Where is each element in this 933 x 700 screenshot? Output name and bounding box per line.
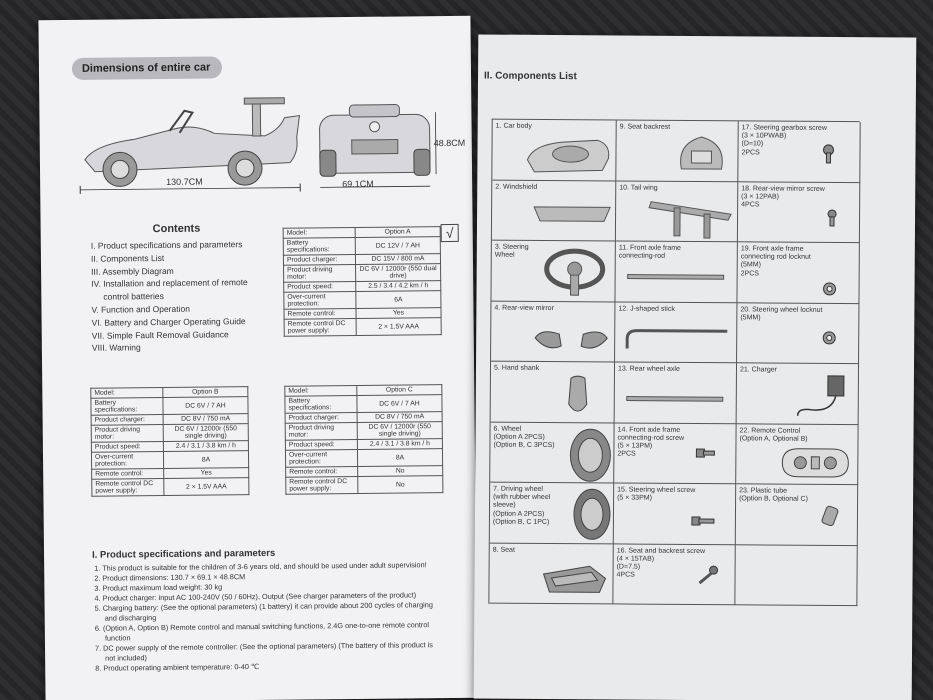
spec-value: Option B — [163, 387, 248, 398]
spec-row — [91, 397, 248, 416]
component-label: 17. Steering gearbox screw (3 × 10PWAB) (D=10) 2PCS — [741, 124, 827, 157]
component-label: 21. Charger — [739, 366, 777, 374]
windshield-icon — [532, 202, 612, 225]
spec-value: DC 8V / 750 mA — [163, 414, 248, 425]
component-remote-control — [736, 424, 858, 485]
height-label: 48.8CM — [433, 137, 466, 149]
spec-row — [285, 395, 442, 414]
spec-item: 4. Product charger: input AC 100-240V (50 / 60Hz), Output (See charger parameters of the product) — [94, 590, 417, 603]
spec-row — [286, 476, 443, 495]
spec-value: DC 6V / 12000r (550 dual drive) — [356, 264, 441, 282]
spec-key: Remote control: — [284, 308, 356, 319]
component-label: 20. Steering wheel locknut (5MM) — [740, 305, 823, 322]
spec-key: Remote control: — [286, 466, 358, 477]
spec-value: DC 6V / 12000r (550 single driving) — [357, 422, 442, 440]
specs-list — [94, 560, 475, 674]
width-label: 69.1CM — [342, 178, 374, 190]
seat-icon — [539, 557, 609, 597]
spec-value: No — [358, 466, 443, 477]
spec-row — [283, 237, 440, 256]
spec-key: Remote control: — [92, 468, 164, 479]
spec-value: DC 8V / 750 mA — [357, 412, 442, 423]
option-a-checkmark: √ — [441, 224, 459, 242]
component-front-axle-screw — [614, 423, 736, 484]
spec-item: 7. DC power supply of the remote controller: (See the optional parameters) (The battery of this product is — [94, 640, 433, 653]
spec-item: 5. Charging battery: (See the optional parameters) (1 battery) it can provide about 200 cycles of charging — [94, 600, 433, 613]
spec-key: Product driving motor: — [284, 264, 356, 282]
car-front-view-illustration — [309, 94, 440, 195]
car-body-icon — [522, 130, 612, 179]
spec-value: 6A — [356, 291, 441, 309]
spec-key: Product speed: — [284, 281, 356, 292]
component-label: 16. Seat and backrest screw (4 × 15TAB) (D=7.5) 4PCS — [616, 546, 706, 579]
spec-key: Product speed: — [91, 441, 163, 452]
spec-value: DC 15V / 800 mA — [355, 254, 440, 265]
spec-value: DC 6V / 12000r (550 single driving) — [163, 424, 248, 442]
spec-key: Model: — [285, 385, 357, 396]
spec-row — [91, 424, 248, 443]
spec-row — [284, 291, 441, 310]
spec-value: Option A — [355, 227, 440, 238]
component-hand-shank — [491, 362, 615, 423]
length-label: 130.7CM — [166, 176, 203, 187]
component-label: 14. Front axle frame connecting-rod screw (5 × 13PM) 2PCS — [617, 425, 685, 458]
spec-key: Product charger: — [283, 254, 355, 265]
contents-item: V. Function and Operation — [91, 303, 190, 315]
component-driving-wheel — [490, 483, 614, 544]
spec-key: Model: — [283, 227, 355, 238]
seat-backrest-icon — [671, 129, 731, 179]
tube-icon — [820, 505, 840, 527]
spec-key: Model: — [91, 387, 163, 398]
left-page — [38, 16, 477, 700]
spec-value: Option C — [357, 385, 442, 396]
components-grid — [488, 119, 859, 607]
screw-icon — [690, 514, 716, 528]
axle-icon — [625, 395, 725, 404]
spec-value: DC 6V / 7 AH — [163, 397, 248, 415]
component-rear-wheel-axle — [615, 362, 737, 423]
spec-row — [285, 449, 442, 468]
charger-icon — [792, 372, 852, 422]
spec-key: Over-current protection: — [285, 449, 357, 467]
contents-list — [91, 238, 277, 355]
spec-key: Remote control DC power supply: — [92, 478, 164, 496]
component-charger — [737, 363, 859, 424]
nut-icon — [821, 281, 837, 297]
contents-item: III. Assembly Diagram — [91, 265, 174, 277]
spec-key: Product charger: — [91, 414, 163, 425]
right-page — [474, 34, 917, 700]
spec-item: and discharging — [104, 613, 157, 623]
component-label: 9. Seat backrest — [619, 123, 671, 131]
component-label: 23. Plastic tube (Option B, Optional C) — [739, 487, 808, 503]
spec-key: Battery specifications: — [285, 395, 357, 413]
spec-key: Remote control DC power supply: — [286, 476, 358, 494]
component-car-body — [492, 120, 616, 181]
spec-key: Product driving motor: — [285, 422, 357, 440]
option-a-table — [283, 226, 442, 337]
spec-row — [284, 318, 441, 337]
remote-control-icon — [778, 444, 852, 481]
screw-icon — [824, 208, 840, 226]
spec-value: 2 × 1.5V AAA — [356, 318, 441, 336]
contents-item: VII. Simple Fault Removal Guidance — [91, 328, 229, 341]
component-label: 8. Seat — [492, 546, 515, 554]
component-label: 7. Driving wheel (with rubber wheel sleeve) (Option A 2PCS) (Option B, C 1PC) — [492, 485, 551, 526]
spec-value: 2.4 / 3.1 / 3.8 km / h — [163, 441, 248, 452]
spec-item: 8. Product operating ambient temperature: 0-40 ℃ — [95, 662, 260, 673]
spec-value: Yes — [164, 468, 249, 479]
hand-shank-icon — [563, 374, 593, 420]
component-steering-wheel — [491, 241, 615, 302]
component-label: 4. Rear-view mirror — [494, 304, 554, 312]
component-label: 1. Car body — [495, 122, 532, 130]
component-wheel — [490, 422, 614, 483]
spec-row — [91, 451, 248, 470]
contents-item: VIII. Warning — [91, 342, 141, 354]
specs-title: I. Product specifications and parameters — [91, 547, 276, 561]
option-b-table — [90, 386, 249, 497]
spec-key: Product speed: — [285, 439, 357, 450]
spec-item: 6. (Option A, Option B) Remote control and manual switching functions, 2.4G one-to-one remote control — [94, 620, 430, 633]
component-mirror-screw — [738, 182, 860, 243]
component-tail-wing — [616, 181, 738, 242]
spec-key: Remote control DC power supply: — [284, 318, 356, 336]
spec-key: Product charger: — [285, 412, 357, 423]
component-seat-backrest — [616, 120, 738, 181]
component-label — [739, 548, 854, 549]
spec-value: 8A — [163, 451, 248, 469]
spec-value: Yes — [356, 308, 441, 319]
component-front-axle-rod — [615, 241, 737, 302]
component-seat-screw — [613, 544, 735, 605]
component-label: 10. Tail wing — [619, 183, 658, 192]
component-label: 11. Front axle frame connecting-rod — [618, 244, 681, 260]
component-label: 5. Hand shank — [493, 364, 540, 372]
component-windshield — [492, 180, 616, 241]
spec-item: function — [104, 633, 131, 643]
component-label: 18. Rear-view mirror screw (3 × 12PAB) 4PCS — [741, 184, 825, 209]
contents-item: VI. Battery and Charger Operating Guide — [91, 315, 246, 328]
spec-item: 1. This product is suitable for the children of 3-6 years old, and should be used under adult supervision! — [94, 560, 427, 573]
spec-row — [284, 264, 441, 283]
spec-value: 2 × 1.5V AAA — [164, 478, 249, 496]
component-label: 6. Wheel (Option A 2PCS) (Option B, C 3PCS) — [493, 425, 555, 449]
component-label: 12. J-shaped stick — [618, 304, 675, 313]
spec-item: not included) — [105, 653, 147, 663]
spec-value: No — [358, 476, 443, 494]
spec-key: Battery specifications: — [91, 397, 163, 415]
component-j-stick — [615, 302, 737, 363]
component-label: 13. Rear wheel axle — [617, 365, 680, 373]
component-label: 19. Front axle frame connecting rod locknut (5MM) 2PCS — [740, 245, 811, 278]
spec-key: Battery specifications: — [283, 237, 355, 255]
spec-value: DC 12V / 7 AH — [355, 237, 440, 255]
component-label: 15. Steering wheel screw (5 × 33PM) — [617, 486, 696, 502]
spec-value: DC 6V / 7 AH — [357, 395, 442, 413]
spec-item: 3. Product maximum load weight: 30 kg — [94, 582, 223, 593]
dimensions-heading: Dimensions of entire car — [72, 56, 222, 80]
component-label: 3. Steering Wheel — [494, 243, 529, 259]
spec-value: 2.4 / 3.1 / 3.8 km / h — [357, 439, 442, 450]
spec-row — [92, 478, 249, 497]
contents-item: II. Components List — [90, 252, 165, 264]
components-title: II. Components List — [483, 70, 577, 83]
component-label: 22. Remote Control (Option A, Optional B) — [739, 426, 808, 443]
component-label: 2. Windshield — [495, 183, 538, 191]
rod-icon — [626, 272, 726, 283]
mirror-icon — [531, 323, 611, 358]
spec-key: Over-current protection: — [91, 451, 163, 469]
spec-item: 2. Product dimensions: 130.7 × 69.1 × 48.8CM — [94, 572, 246, 583]
component-steering-wheel-screw — [614, 483, 736, 544]
component-seat — [489, 543, 613, 604]
component-empty-cell — [735, 545, 857, 606]
spec-row — [285, 422, 442, 441]
component-steering-locknut — [737, 303, 859, 364]
spec-value: 8A — [357, 449, 442, 467]
tail-wing-icon — [646, 193, 734, 240]
component-steering-gearbox-screw — [738, 121, 860, 182]
spec-value: 2.5 / 3.4 / 4.2 km / h — [356, 281, 441, 292]
contents-item: IV. Installation and replacement of remote — [91, 277, 248, 290]
option-c-table — [284, 384, 443, 495]
contents-item: control batteries — [103, 291, 164, 302]
nut-icon — [821, 329, 837, 345]
spec-key: Product driving motor: — [91, 424, 163, 442]
j-stick-icon — [623, 324, 729, 353]
component-front-axle-locknut — [737, 242, 859, 303]
component-plastic-tube — [736, 484, 858, 545]
component-rear-view-mirror — [491, 301, 615, 362]
contents-title: Contents — [152, 222, 201, 236]
spec-key: Over-current protection: — [284, 291, 356, 309]
contents-item: I. Product specifications and parameters — [90, 239, 243, 251]
